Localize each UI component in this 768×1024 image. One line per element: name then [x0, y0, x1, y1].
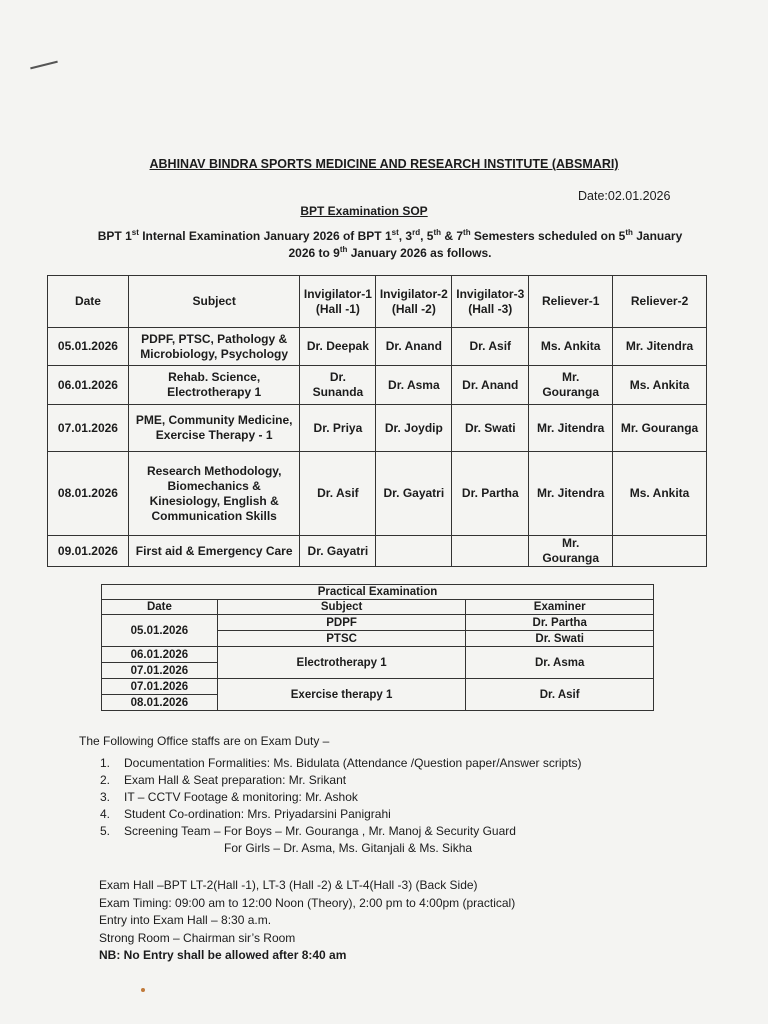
- cell-reliever-1: Mr. Jitendra: [529, 452, 613, 536]
- header-subject: Subject: [217, 600, 466, 615]
- cell-subject: First aid & Emergency Care: [128, 536, 300, 567]
- cell-reliever-2: Ms. Ankita: [613, 452, 707, 536]
- nb-note: NB: No Entry shall be allowed after 8:40 am: [99, 948, 347, 962]
- cell-date: 07.01.2026: [102, 679, 218, 695]
- header-invigilator-1: Invigilator-1 (Hall -1): [300, 276, 376, 328]
- cell-subject: Rehab. Science, Electrotherapy 1: [128, 366, 300, 405]
- list-number: 1.: [100, 756, 111, 770]
- practical-title: Practical Examination: [102, 585, 654, 600]
- cell-reliever-1: Ms. Ankita: [529, 328, 613, 366]
- cell-reliever-1: Mr. Gouranga: [529, 536, 613, 567]
- cell-subject: Research Methodology, Biomechanics & Kinesiology, English & Communication Skills: [128, 452, 300, 536]
- cell-invigilator-3: Dr. Swati: [452, 405, 529, 452]
- header-reliever-2: Reliever-2: [613, 276, 707, 328]
- cell-subject: PDPF, PTSC, Pathology & Microbiology, Psychology: [128, 328, 300, 366]
- exam-info: [99, 877, 515, 965]
- cell-reliever-2: Mr. Gouranga: [613, 405, 707, 452]
- cell-invigilator-1: Dr. Gayatri: [300, 536, 376, 567]
- header-reliever-1: Reliever-1: [529, 276, 613, 328]
- cell-invigilator-1: Dr. Asif: [300, 452, 376, 536]
- institute-title: ABHINAV BINDRA SPORTS MEDICINE AND RESEARCH INSTITUTE (ABSMARI): [149, 157, 619, 171]
- cell-date: 05.01.2026: [102, 615, 218, 647]
- cell-invigilator-2: [376, 536, 452, 567]
- list-text: Exam Hall & Seat preparation: Mr. Srikant: [124, 773, 347, 787]
- cell-invigilator-2: Dr. Anand: [376, 328, 452, 366]
- table-row: [48, 366, 707, 405]
- list-number: 4.: [100, 807, 111, 821]
- list-item: [100, 823, 582, 840]
- list-item: [100, 755, 582, 772]
- cell-examiner: Dr. Asif: [466, 679, 654, 711]
- cell-date: 07.01.2026: [102, 663, 218, 679]
- table-row: [102, 647, 654, 663]
- staff-duty-heading: The Following Office staffs are on Exam Duty –: [79, 734, 330, 748]
- cell-date: 08.01.2026: [48, 452, 129, 536]
- table-header-row: [48, 276, 707, 328]
- ink-dot: [141, 988, 145, 992]
- theory-schedule-table: [47, 275, 707, 567]
- cell-date: 06.01.2026: [48, 366, 129, 405]
- cell-invigilator-3: Dr. Partha: [452, 452, 529, 536]
- header-invigilator-3: Invigilator-3 (Hall -3): [452, 276, 529, 328]
- cell-date: 09.01.2026: [48, 536, 129, 567]
- cell-date: 08.01.2026: [102, 695, 218, 711]
- cell-invigilator-1: Dr. Sunanda: [300, 366, 376, 405]
- table-row: [102, 615, 654, 631]
- table-row: [102, 679, 654, 695]
- practical-header-row: [102, 600, 654, 615]
- cell-subject: PTSC: [217, 631, 466, 647]
- header-subject: Subject: [128, 276, 300, 328]
- cell-subject: PME, Community Medicine, Exercise Therapy - 1: [128, 405, 300, 452]
- cell-reliever-1: Mr. Jitendra: [529, 405, 613, 452]
- list-item: [100, 772, 582, 789]
- table-row: [48, 536, 707, 567]
- cell-reliever-2: Ms. Ankita: [613, 366, 707, 405]
- table-row: [48, 405, 707, 452]
- entry-time: Entry into Exam Hall – 8:30 a.m.: [99, 913, 272, 927]
- exam-timing: Exam Timing: 09:00 am to 12:00 Noon (Theory), 2:00 pm to 4:00pm (practical): [99, 895, 516, 910]
- cell-invigilator-2: Dr. Gayatri: [376, 452, 452, 536]
- cell-date: 05.01.2026: [48, 328, 129, 366]
- pen-mark: [30, 61, 58, 70]
- list-item: [100, 789, 582, 806]
- cell-examiner: Dr. Partha: [466, 615, 654, 631]
- cell-invigilator-1: Dr. Priya: [300, 405, 376, 452]
- exam-hall: Exam Hall –BPT LT-2(Hall -1), LT-3 (Hall -2) & LT-4(Hall -3) (Back Side): [99, 878, 478, 892]
- list-item: [100, 806, 582, 823]
- cell-reliever-2: Mr. Jitendra: [613, 328, 707, 366]
- header-date: Date: [48, 276, 129, 328]
- cell-invigilator-3: Dr. Anand: [452, 366, 529, 405]
- list-number: 5.: [100, 824, 111, 838]
- header-invigilator-2: Invigilator-2 (Hall -2): [376, 276, 452, 328]
- document-date: Date:02.01.2026: [578, 189, 671, 203]
- list-number: 2.: [100, 773, 111, 787]
- sop-title: BPT Examination SOP: [300, 204, 428, 218]
- list-number: 3.: [100, 790, 111, 804]
- list-text: IT – CCTV Footage & monitoring: Mr. Ashok: [124, 790, 358, 804]
- table-row: [48, 328, 707, 366]
- cell-subject: Electrotherapy 1: [217, 647, 466, 679]
- cell-subject: Exercise therapy 1: [217, 679, 466, 711]
- list-text: Documentation Formalities: Ms. Bidulata (Attendance /Question paper/Answer scripts): [124, 756, 582, 770]
- cell-date: 07.01.2026: [48, 405, 129, 452]
- strong-room: Strong Room – Chairman sir’s Room: [99, 930, 296, 945]
- cell-invigilator-3: Dr. Asif: [452, 328, 529, 366]
- cell-invigilator-3: [452, 536, 529, 567]
- cell-invigilator-1: Dr. Deepak: [300, 328, 376, 366]
- staff-duty-list: [100, 755, 582, 857]
- table-row: [48, 452, 707, 536]
- cell-reliever-2: [613, 536, 707, 567]
- cell-invigilator-2: Dr. Asma: [376, 366, 452, 405]
- intro-paragraph: BPT 1st Internal Examination January 2026 of BPT 1st, 3rd, 5th & 7th Semesters scheduled on 5th January 2026 to 9th January 2026 as follows.: [97, 228, 683, 260]
- list-text: Screening Team – For Boys – Mr. Gouranga , Mr. Manoj & Security Guard: [124, 824, 516, 838]
- header-date: Date: [102, 600, 218, 615]
- cell-examiner: Dr. Asma: [466, 647, 654, 679]
- cell-reliever-1: Mr. Gouranga: [529, 366, 613, 405]
- header-examiner: Examiner: [466, 600, 654, 615]
- practical-title-row: [102, 585, 654, 600]
- cell-examiner: Dr. Swati: [466, 631, 654, 647]
- list-text: Student Co-ordination: Mrs. Priyadarsini Panigrahi: [124, 807, 391, 821]
- cell-invigilator-2: Dr. Joydip: [376, 405, 452, 452]
- cell-subject: PDPF: [217, 615, 466, 631]
- cell-date: 06.01.2026: [102, 647, 218, 663]
- screening-girls: For Girls – Dr. Asma, Ms. Gitanjali & Ms. Sikha: [224, 841, 473, 855]
- practical-exam-table: [101, 584, 654, 711]
